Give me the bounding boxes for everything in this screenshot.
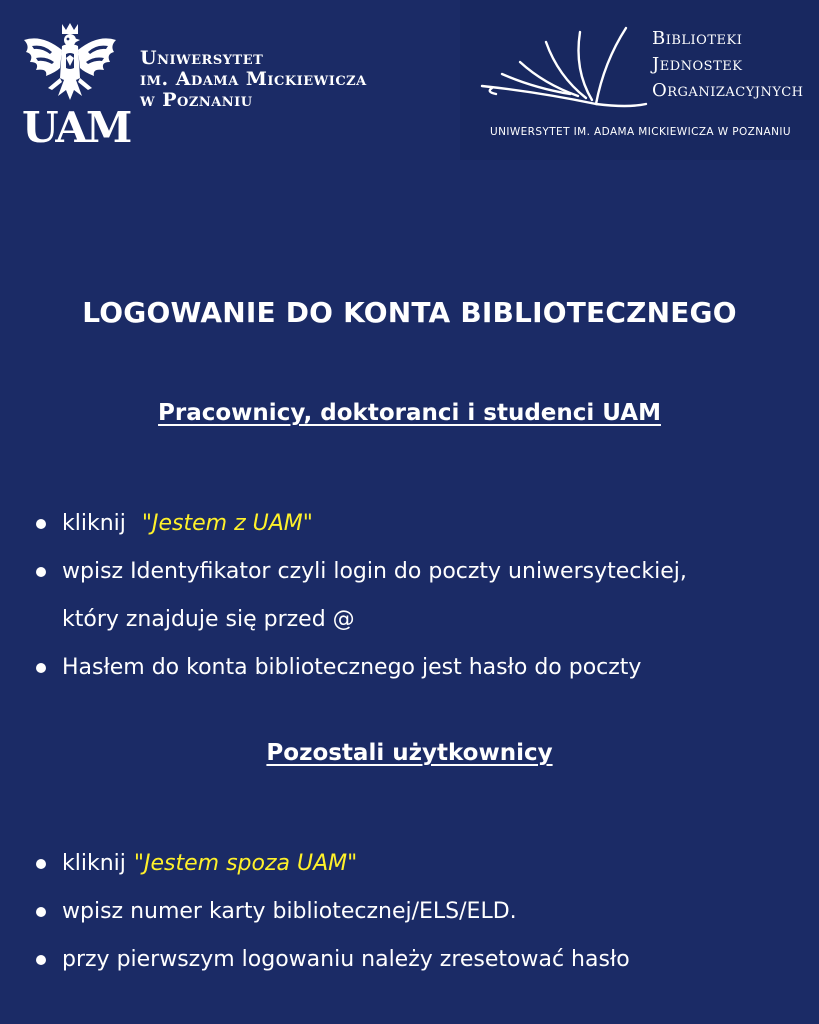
list-item — [36, 500, 687, 548]
university-name-line: im. Adama Mickiewicza — [140, 68, 367, 90]
list-item — [36, 936, 630, 984]
open-book-icon — [478, 22, 648, 114]
list-item — [36, 548, 687, 644]
bjo-name — [652, 26, 804, 104]
bullet-icon — [36, 519, 46, 529]
bullet-icon — [36, 907, 46, 917]
page-title: LOGOWANIE DO KONTA BIBLIOTECZNEGO — [82, 296, 737, 329]
section-heading-others: Pozostali użytkownicy — [266, 740, 553, 766]
uam-logo-text: UAM — [22, 103, 131, 152]
eagle-emblem-icon — [22, 22, 118, 114]
bjo-logo — [460, 0, 819, 160]
list-item-text: wpisz Identyfikator czyli login do poczty uniwersyteckiej, — [62, 559, 687, 584]
list-item-text: kliknij — [62, 511, 126, 536]
bjo-name-line: Biblioteki — [652, 28, 743, 49]
highlight-text: "Jestem spoza UAM" — [133, 851, 358, 876]
bjo-name-line: Jednostek — [652, 54, 743, 75]
bjo-name-line: Organizacyjnych — [652, 80, 804, 101]
list-item — [36, 644, 687, 692]
instruction-list-others — [36, 840, 630, 984]
bjo-university-name: UNIWERSYTET IM. ADAMA MICKIEWICZA W POZNANIU — [490, 126, 791, 138]
list-item-text: Hasłem do konta bibliotecznego jest hasło do poczty — [62, 655, 642, 680]
bullet-icon — [36, 663, 46, 673]
uam-logo — [22, 22, 131, 152]
list-item — [36, 840, 630, 888]
university-name-line: Uniwersytet — [140, 47, 264, 69]
university-name-line: w Poznaniu — [140, 89, 253, 111]
list-item-text: który znajduje się przed @ — [62, 607, 355, 632]
bullet-icon — [36, 955, 46, 965]
bullet-icon — [36, 567, 46, 577]
list-item-text: kliknij — [62, 851, 126, 876]
instruction-list-uam — [36, 500, 687, 692]
university-name — [140, 48, 367, 111]
section-heading-uam: Pracownicy, doktoranci i studenci UAM — [158, 400, 661, 426]
header — [0, 0, 819, 160]
list-item-text: przy pierwszym logowaniu należy zresetować hasło — [62, 947, 630, 972]
highlight-text: "Jestem z UAM" — [141, 511, 313, 536]
list-item-text: wpisz numer karty bibliotecznej/ELS/ELD. — [62, 899, 517, 924]
list-item — [36, 888, 630, 936]
bullet-icon — [36, 859, 46, 869]
